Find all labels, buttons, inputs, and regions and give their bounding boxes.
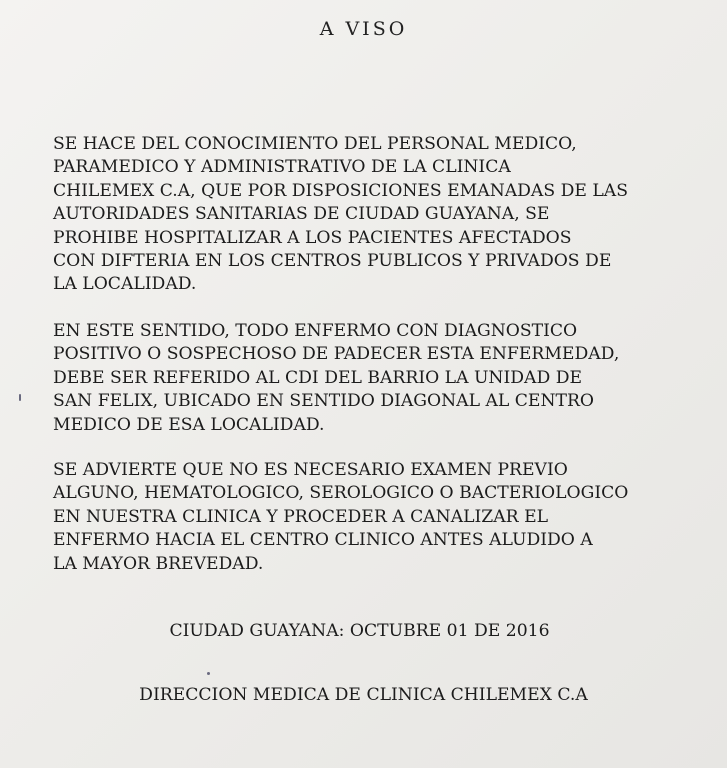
signature-line: DIRECCION MEDICA DE CLINICA CHILEMEX C.A — [139, 685, 588, 705]
paragraph-3 — [53, 459, 628, 576]
paragraph-line: PROHIBE HOSPITALIZAR A LOS PACIENTES AFECTADOS — [53, 227, 572, 248]
paragraph-line: PARAMEDICO Y ADMINISTRATIVO DE LA CLINICA — [53, 157, 511, 178]
ink-speck — [207, 672, 210, 675]
paragraph-line: CHILEMEX C.A, QUE POR DISPOSICIONES EMANADAS DE LAS — [53, 180, 628, 201]
paragraph-line: SAN FELIX, UBICADO EN SENTIDO DIAGONAL AL CENTRO — [53, 391, 594, 412]
paragraph-line: EN NUESTRA CLINICA Y PROCEDER A CANALIZAR EL — [53, 506, 549, 527]
paragraph-line: POSITIVO O SOSPECHOSO DE PADECER ESTA ENFERMEDAD, — [53, 344, 620, 365]
notice-title: A VISO — [319, 18, 408, 40]
paragraph-line: ALGUNO, HEMATOLOGICO, SEROLOGICO O BACTERIOLOGICO — [53, 483, 629, 504]
paragraph-line: EN ESTE SENTIDO, TODO ENFERMO CON DIAGNOSTICO — [53, 321, 578, 341]
paragraph-1 — [53, 133, 628, 297]
paragraph-2 — [53, 320, 619, 437]
paragraph-line: SE HACE DEL CONOCIMIENTO DEL PERSONAL MEDICO, — [53, 134, 577, 154]
paragraph-line: ENFERMO HACIA EL CENTRO CLINICO ANTES ALUDIDO A — [53, 530, 593, 551]
date-line: CIUDAD GUAYANA: OCTUBRE 01 DE 2016 — [169, 621, 550, 641]
paragraph-line: LA MAYOR BREVEDAD. — [53, 553, 264, 574]
ink-speck — [19, 394, 21, 401]
paragraph-line: MEDICO DE ESA LOCALIDAD. — [53, 414, 325, 435]
paragraph-line: LA LOCALIDAD. — [53, 274, 197, 295]
paragraph-line: SE ADVIERTE QUE NO ES NECESARIO EXAMEN PREVIO — [53, 460, 568, 480]
paragraph-line: AUTORIDADES SANITARIAS DE CIUDAD GUAYANA, SE — [53, 204, 550, 225]
paragraph-line: CON DIFTERIA EN LOS CENTROS PUBLICOS Y PRIVADOS DE — [53, 251, 612, 272]
paragraph-line: DEBE SER REFERIDO AL CDI DEL BARRIO LA UNIDAD DE — [53, 367, 583, 388]
